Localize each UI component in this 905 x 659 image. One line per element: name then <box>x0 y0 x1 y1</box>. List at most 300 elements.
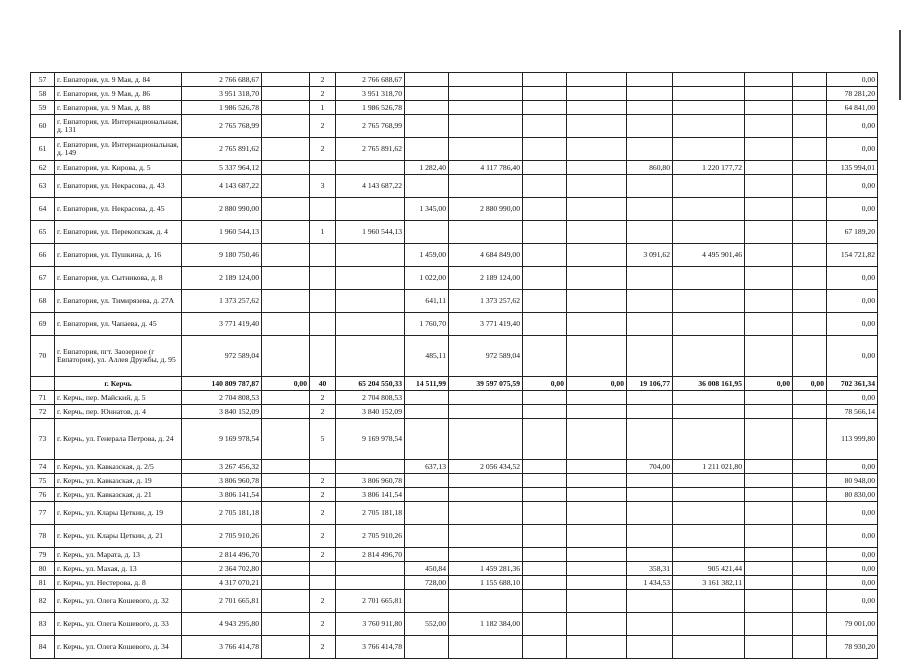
col-14-cell <box>793 576 827 590</box>
col-5-count-cell: 2 <box>310 488 336 502</box>
col-15-cell: 0,00 <box>827 576 878 590</box>
col-8-cell: 1 373 257,62 <box>449 290 523 313</box>
col-5-count-cell: 2 <box>310 590 336 613</box>
col-8-cell: 1 155 688,10 <box>449 576 523 590</box>
col-8-cell: 972 589,04 <box>449 336 523 377</box>
col-10-cell <box>567 221 627 244</box>
col-8-cell <box>449 405 523 419</box>
col-9-cell <box>523 73 567 87</box>
col-14-cell <box>793 562 827 576</box>
table-row <box>31 548 878 562</box>
col-4-cell <box>262 613 310 636</box>
col-15-cell: 0,00 <box>827 267 878 290</box>
col-11-area-cell <box>627 419 673 460</box>
total-cost-cell: 2 765 891,62 <box>182 138 262 161</box>
col-12-cell <box>673 336 745 377</box>
table-row <box>31 419 878 460</box>
col-4-cell <box>262 336 310 377</box>
col-10-cell <box>567 101 627 115</box>
col-8-cell: 3 771 419,40 <box>449 313 523 336</box>
col-15-cell: 64 841,00 <box>827 101 878 115</box>
col-7-area-cell <box>405 488 449 502</box>
col-9-cell <box>523 101 567 115</box>
col-10-cell <box>567 525 627 548</box>
col-14-cell <box>793 267 827 290</box>
row-number-cell: 60 <box>31 115 55 138</box>
col-9-cell <box>523 502 567 525</box>
col-13-cell <box>745 313 793 336</box>
col-7-area-cell: 1 282,40 <box>405 161 449 175</box>
row-number-cell: 71 <box>31 391 55 405</box>
address-cell: г. Керчь, ул. Нестерова, д. 8 <box>55 576 182 590</box>
col-6-cell: 2 701 665,81 <box>336 590 405 613</box>
col-10-cell <box>567 73 627 87</box>
col-7-area-cell <box>405 636 449 659</box>
col-11-area-cell <box>627 488 673 502</box>
col-10-cell: 0,00 <box>567 377 627 391</box>
col-15-cell: 0,00 <box>827 460 878 474</box>
col-15-cell: 0,00 <box>827 548 878 562</box>
col-14-cell <box>793 221 827 244</box>
col-10-cell <box>567 613 627 636</box>
row-number-cell: 64 <box>31 198 55 221</box>
address-cell: г. Керчь <box>55 377 182 391</box>
col-8-cell <box>449 636 523 659</box>
address-cell: г. Керчь, ул. Олега Кошевого, д. 33 <box>55 613 182 636</box>
col-9-cell <box>523 590 567 613</box>
col-13-cell <box>745 87 793 101</box>
col-11-area-cell <box>627 391 673 405</box>
col-12-cell <box>673 290 745 313</box>
col-14-cell <box>793 73 827 87</box>
col-11-area-cell: 704,00 <box>627 460 673 474</box>
total-cost-cell: 2 814 496,70 <box>182 548 262 562</box>
col-7-area-cell <box>405 138 449 161</box>
col-5-count-cell: 1 <box>310 101 336 115</box>
col-11-area-cell: 358,31 <box>627 562 673 576</box>
col-15-cell: 0,00 <box>827 73 878 87</box>
address-cell: г. Евпатория, ул. Некрасова, д. 43 <box>55 175 182 198</box>
address-cell: г. Евпатория, ул. Некрасова, д. 45 <box>55 198 182 221</box>
col-5-count-cell <box>310 198 336 221</box>
col-7-area-cell <box>405 474 449 488</box>
col-8-cell: 2 189 124,00 <box>449 267 523 290</box>
table-row <box>31 175 878 198</box>
col-14-cell <box>793 115 827 138</box>
total-cost-cell: 2 705 910,26 <box>182 525 262 548</box>
table-row <box>31 590 878 613</box>
col-9-cell <box>523 613 567 636</box>
total-cost-cell: 1 960 544,13 <box>182 221 262 244</box>
address-cell: г. Евпатория, ул. Интернациональная, д. 131 <box>55 115 182 138</box>
table-row <box>31 290 878 313</box>
total-cost-cell: 2 705 181,18 <box>182 502 262 525</box>
col-4-cell <box>262 636 310 659</box>
col-9-cell <box>523 525 567 548</box>
col-9-cell <box>523 290 567 313</box>
col-6-cell: 2 704 808,53 <box>336 391 405 405</box>
col-13-cell <box>745 198 793 221</box>
row-number-cell: 63 <box>31 175 55 198</box>
table-row <box>31 525 878 548</box>
col-4-cell <box>262 576 310 590</box>
col-10-cell <box>567 562 627 576</box>
col-8-cell <box>449 488 523 502</box>
col-6-cell <box>336 336 405 377</box>
row-number-cell: 84 <box>31 636 55 659</box>
col-10-cell <box>567 590 627 613</box>
col-9-cell <box>523 488 567 502</box>
col-5-count-cell <box>310 244 336 267</box>
col-6-cell: 9 169 978,54 <box>336 419 405 460</box>
col-15-cell: 78 930,20 <box>827 636 878 659</box>
col-6-cell <box>336 161 405 175</box>
col-11-area-cell <box>627 590 673 613</box>
col-9-cell <box>523 221 567 244</box>
col-13-cell <box>745 115 793 138</box>
col-10-cell <box>567 244 627 267</box>
col-10-cell <box>567 175 627 198</box>
col-13-cell: 0,00 <box>745 377 793 391</box>
col-8-cell <box>449 525 523 548</box>
col-8-cell <box>449 590 523 613</box>
row-number-cell: 70 <box>31 336 55 377</box>
col-14-cell <box>793 391 827 405</box>
address-cell: г. Керчь, ул. Клары Цеткин, д. 19 <box>55 502 182 525</box>
col-8-cell <box>449 419 523 460</box>
col-4-cell <box>262 115 310 138</box>
col-7-area-cell: 14 511,99 <box>405 377 449 391</box>
col-8-cell <box>449 87 523 101</box>
total-cost-cell: 9 180 750,46 <box>182 244 262 267</box>
total-cost-cell: 5 337 964,12 <box>182 161 262 175</box>
col-6-cell <box>336 576 405 590</box>
col-13-cell <box>745 267 793 290</box>
table-row <box>31 221 878 244</box>
col-12-cell <box>673 73 745 87</box>
col-4-cell <box>262 419 310 460</box>
col-12-cell <box>673 391 745 405</box>
table-row <box>31 613 878 636</box>
total-cost-cell: 3 766 414,78 <box>182 636 262 659</box>
col-14-cell <box>793 613 827 636</box>
col-15-cell: 0,00 <box>827 562 878 576</box>
col-6-cell <box>336 313 405 336</box>
col-6-cell <box>336 267 405 290</box>
col-9-cell: 0,00 <box>523 377 567 391</box>
col-15-cell: 78 566,14 <box>827 405 878 419</box>
col-7-area-cell <box>405 175 449 198</box>
row-number-cell: 81 <box>31 576 55 590</box>
col-10-cell <box>567 502 627 525</box>
row-number-cell: 58 <box>31 87 55 101</box>
col-15-cell: 0,00 <box>827 313 878 336</box>
col-15-cell: 0,00 <box>827 290 878 313</box>
address-cell: г. Керчь, ул. Генерала Петрова, д. 24 <box>55 419 182 460</box>
col-12-cell <box>673 115 745 138</box>
address-cell: г. Евпатория, ул. 9 Мая, д. 84 <box>55 73 182 87</box>
col-14-cell <box>793 474 827 488</box>
col-9-cell <box>523 636 567 659</box>
col-10-cell <box>567 290 627 313</box>
table-row <box>31 267 878 290</box>
col-8-cell <box>449 115 523 138</box>
col-14-cell <box>793 502 827 525</box>
col-11-area-cell <box>627 138 673 161</box>
col-11-area-cell <box>627 198 673 221</box>
col-10-cell <box>567 636 627 659</box>
col-4-cell <box>262 87 310 101</box>
col-13-cell <box>745 576 793 590</box>
col-14-cell <box>793 636 827 659</box>
col-6-cell <box>336 290 405 313</box>
col-5-count-cell: 2 <box>310 73 336 87</box>
col-15-cell: 0,00 <box>827 336 878 377</box>
table-body <box>31 73 878 659</box>
total-cost-cell: 4 143 687,22 <box>182 175 262 198</box>
col-14-cell <box>793 336 827 377</box>
col-7-area-cell <box>405 502 449 525</box>
address-cell: г. Керчь, пер. Юннатов, д. 4 <box>55 405 182 419</box>
col-12-cell <box>673 548 745 562</box>
col-13-cell <box>745 525 793 548</box>
col-9-cell <box>523 460 567 474</box>
table-row <box>31 576 878 590</box>
total-cost-cell: 3 806 960,78 <box>182 474 262 488</box>
total-cost-cell: 3 840 152,09 <box>182 405 262 419</box>
col-12-cell <box>673 419 745 460</box>
row-number-cell: 69 <box>31 313 55 336</box>
col-6-cell: 3 766 414,78 <box>336 636 405 659</box>
col-7-area-cell: 1 345,00 <box>405 198 449 221</box>
row-number-cell: 83 <box>31 613 55 636</box>
col-6-cell <box>336 460 405 474</box>
row-number-cell: 74 <box>31 460 55 474</box>
col-14-cell <box>793 175 827 198</box>
row-number-cell: 59 <box>31 101 55 115</box>
address-cell: г. Евпатория, ул. Сытникова, д. 8 <box>55 267 182 290</box>
col-9-cell <box>523 336 567 377</box>
address-cell: г. Евпатория, ул. Перекопская, д. 4 <box>55 221 182 244</box>
col-5-count-cell <box>310 161 336 175</box>
col-6-cell: 3 806 960,78 <box>336 474 405 488</box>
col-6-cell: 1 986 526,78 <box>336 101 405 115</box>
col-14-cell <box>793 198 827 221</box>
col-9-cell <box>523 198 567 221</box>
col-14-cell <box>793 313 827 336</box>
total-cost-cell: 2 765 768,99 <box>182 115 262 138</box>
col-5-count-cell: 2 <box>310 391 336 405</box>
col-12-cell <box>673 221 745 244</box>
col-10-cell <box>567 313 627 336</box>
col-4-cell <box>262 562 310 576</box>
col-11-area-cell <box>627 313 673 336</box>
col-12-cell <box>673 502 745 525</box>
col-5-count-cell <box>310 460 336 474</box>
col-7-area-cell <box>405 73 449 87</box>
col-13-cell <box>745 101 793 115</box>
col-5-count-cell <box>310 313 336 336</box>
col-11-area-cell <box>627 525 673 548</box>
col-14-cell <box>793 138 827 161</box>
row-number-cell: 62 <box>31 161 55 175</box>
col-14-cell <box>793 244 827 267</box>
col-4-cell <box>262 244 310 267</box>
col-7-area-cell: 637,13 <box>405 460 449 474</box>
col-15-cell: 67 189,20 <box>827 221 878 244</box>
col-5-count-cell: 5 <box>310 419 336 460</box>
table-row <box>31 405 878 419</box>
col-8-cell <box>449 474 523 488</box>
total-cost-cell: 9 169 978,54 <box>182 419 262 460</box>
col-4-cell <box>262 138 310 161</box>
col-8-cell: 1 459 281,36 <box>449 562 523 576</box>
col-13-cell <box>745 175 793 198</box>
col-9-cell <box>523 391 567 405</box>
total-cost-cell: 972 589,04 <box>182 336 262 377</box>
col-4-cell <box>262 198 310 221</box>
col-5-count-cell: 2 <box>310 115 336 138</box>
row-number-cell: 57 <box>31 73 55 87</box>
col-9-cell <box>523 548 567 562</box>
col-4-cell <box>262 474 310 488</box>
col-9-cell <box>523 313 567 336</box>
col-11-area-cell <box>627 87 673 101</box>
col-13-cell <box>745 474 793 488</box>
col-11-area-cell <box>627 636 673 659</box>
col-7-area-cell: 450,84 <box>405 562 449 576</box>
col-5-count-cell: 2 <box>310 548 336 562</box>
col-12-cell <box>673 101 745 115</box>
col-13-cell <box>745 221 793 244</box>
col-14-cell <box>793 405 827 419</box>
col-5-count-cell: 2 <box>310 613 336 636</box>
table-row <box>31 391 878 405</box>
total-cost-cell: 2 701 665,81 <box>182 590 262 613</box>
col-9-cell <box>523 405 567 419</box>
col-4-cell <box>262 101 310 115</box>
col-7-area-cell <box>405 548 449 562</box>
col-11-area-cell <box>627 613 673 636</box>
col-11-area-cell: 3 091,62 <box>627 244 673 267</box>
row-number-cell: 76 <box>31 488 55 502</box>
row-number-cell: 68 <box>31 290 55 313</box>
col-7-area-cell: 552,00 <box>405 613 449 636</box>
col-5-count-cell: 2 <box>310 636 336 659</box>
address-cell: г. Евпатория, ул. Кирова, д. 5 <box>55 161 182 175</box>
col-12-cell <box>673 488 745 502</box>
col-9-cell <box>523 161 567 175</box>
col-12-cell <box>673 405 745 419</box>
total-cost-cell: 3 951 318,70 <box>182 87 262 101</box>
col-15-cell: 80 830,00 <box>827 488 878 502</box>
col-15-cell: 0,00 <box>827 590 878 613</box>
table-row <box>31 502 878 525</box>
col-6-cell <box>336 198 405 221</box>
col-15-cell: 154 721,82 <box>827 244 878 267</box>
table-row <box>31 636 878 659</box>
col-7-area-cell <box>405 87 449 101</box>
col-14-cell: 0,00 <box>793 377 827 391</box>
table-row <box>31 138 878 161</box>
col-5-count-cell <box>310 290 336 313</box>
total-cost-cell: 3 267 456,32 <box>182 460 262 474</box>
address-cell: г. Евпатория, ул. 9 Мая, д. 86 <box>55 87 182 101</box>
col-6-cell: 2 765 768,99 <box>336 115 405 138</box>
col-6-cell: 1 960 544,13 <box>336 221 405 244</box>
col-8-cell: 4 117 786,40 <box>449 161 523 175</box>
col-14-cell <box>793 101 827 115</box>
col-11-area-cell <box>627 101 673 115</box>
col-11-area-cell: 1 434,53 <box>627 576 673 590</box>
col-7-area-cell <box>405 391 449 405</box>
col-13-cell <box>745 548 793 562</box>
row-number-cell: 79 <box>31 548 55 562</box>
total-cost-cell: 2 364 702,80 <box>182 562 262 576</box>
col-6-cell: 3 760 911,80 <box>336 613 405 636</box>
col-9-cell <box>523 244 567 267</box>
col-7-area-cell <box>405 590 449 613</box>
col-13-cell <box>745 460 793 474</box>
total-cost-cell: 2 704 808,53 <box>182 391 262 405</box>
col-8-cell <box>449 221 523 244</box>
col-4-cell <box>262 502 310 525</box>
col-8-cell <box>449 548 523 562</box>
col-6-cell <box>336 562 405 576</box>
col-15-cell: 135 994,01 <box>827 161 878 175</box>
col-11-area-cell <box>627 336 673 377</box>
table-row <box>31 161 878 175</box>
col-14-cell <box>793 290 827 313</box>
col-5-count-cell: 2 <box>310 474 336 488</box>
col-8-cell <box>449 73 523 87</box>
address-cell: г. Керчь, ул. Махая, д. 13 <box>55 562 182 576</box>
address-cell: г. Евпатория, ул. Интернациональная, д. 149 <box>55 138 182 161</box>
total-cost-cell: 1 986 526,78 <box>182 101 262 115</box>
col-5-count-cell <box>310 576 336 590</box>
col-10-cell <box>567 161 627 175</box>
col-12-cell: 36 008 161,95 <box>673 377 745 391</box>
total-cost-cell: 4 317 070,21 <box>182 576 262 590</box>
col-8-cell <box>449 138 523 161</box>
col-4-cell <box>262 405 310 419</box>
col-4-cell <box>262 488 310 502</box>
col-10-cell <box>567 488 627 502</box>
col-5-count-cell: 1 <box>310 221 336 244</box>
address-cell: г. Керчь, пер. Майский, д. 5 <box>55 391 182 405</box>
total-cost-cell: 140 809 787,87 <box>182 377 262 391</box>
col-12-cell <box>673 138 745 161</box>
col-5-count-cell <box>310 267 336 290</box>
col-6-cell: 3 806 141,54 <box>336 488 405 502</box>
col-13-cell <box>745 336 793 377</box>
row-number-cell: 82 <box>31 590 55 613</box>
col-15-cell: 702 361,34 <box>827 377 878 391</box>
col-15-cell: 0,00 <box>827 198 878 221</box>
col-7-area-cell <box>405 101 449 115</box>
col-11-area-cell <box>627 548 673 562</box>
total-cost-cell: 4 943 295,80 <box>182 613 262 636</box>
col-13-cell <box>745 636 793 659</box>
col-12-cell: 4 495 901,46 <box>673 244 745 267</box>
col-7-area-cell: 1 022,00 <box>405 267 449 290</box>
table-row <box>31 474 878 488</box>
col-9-cell <box>523 576 567 590</box>
table-row <box>31 313 878 336</box>
col-7-area-cell <box>405 115 449 138</box>
col-11-area-cell <box>627 73 673 87</box>
col-4-cell <box>262 313 310 336</box>
